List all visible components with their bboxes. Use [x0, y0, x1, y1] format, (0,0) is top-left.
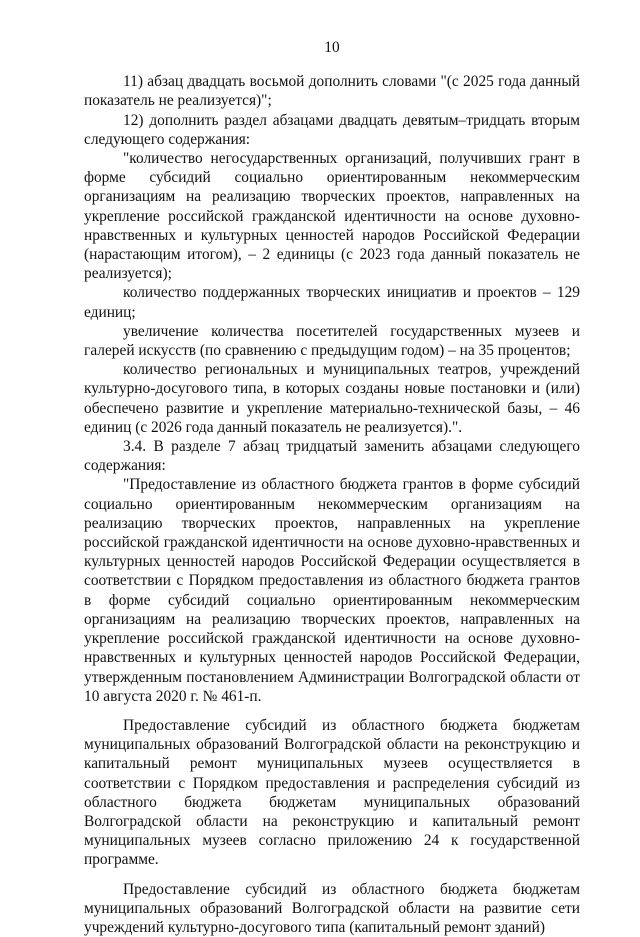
paragraph-grants-count: "количество негосударственных организаций, получивших грант в форме субсидий социально ориентированным некоммерческим организациям на реализацию творческих проектов, направленных на укрепление российской гражданской идентичности на основе духовно-нравственных и культурных ценностей народов Российской Федерации (нарастающим итогом), – 2 единицы (с 2023 года данный показатель не реализуется); — [84, 150, 580, 283]
paragraph-grants-provision: "Предоставление из областного бюджета грантов в форме субсидий социально ориентированным некоммерческим организациям на реализацию творческих проектов, направленных на укрепление российской гражданской идентичности на основе духовно-нравственных и культурных ценностей народов Российской Федерации осуществляется в соответствии с Порядком предоставления из областного бюджета грантов в форме субсидий социально ориентированным некоммерческим организациям на реализацию творческих проектов, направленных на укрепление российской гражданской идентичности на основе духовно-нравственных и культурных ценностей народов Российской Федерации, утвержденным постановлением Администрации Волгоградской области от 10 августа 2020 г. № 461-п. — [84, 476, 580, 705]
paragraph-amend-item-12: 12) дополнить раздел абзацами двадцать девятым–тридцать вторым следующего содержания: — [84, 111, 580, 148]
paragraph-initiatives-count: количество поддержанных творческих инициатив и проектов – 129 единиц; — [84, 284, 580, 321]
paragraph-museum-visitors: увеличение количества посетителей государственных музеев и галерей искусств (по сравнению с предыдущим годом) – на 35 процентов; — [84, 322, 580, 360]
document-page — [84, 38, 580, 937]
paragraph-amend-item-11: 11) абзац двадцать восьмой дополнить словами "(с 2025 года данный показатель не реализуется)"; — [84, 73, 580, 110]
paragraph-museum-subsidies: Предоставление субсидий из областного бюджета бюджетам муниципальных образований Волгоградской области на реконструкцию и капитальный ремонт муниципальных музеев осуществляется в соответствии с Порядком предоставления и распределения субсидий из областного бюджета бюджетам муниципальных образований Волгоградской области на реконструкцию и капитальный ремонт муниципальных музеев согласно приложению 24 к государственной программе. — [84, 716, 580, 869]
paragraph-theatres-count: количество региональных и муниципальных театров, учреждений культурно-досугового типа, в которых созданы новые постановки и (или) обеспечено развитие и укрепление материально-технической базы, – 46 единиц (с 2026 года данный показатель не реализуется).". — [84, 361, 580, 436]
paragraph-cultural-network-subsidies: Предоставление субсидий из областного бюджета бюджетам муниципальных образований Волгоградской области на развитие сети учреждений культурно-досугового типа (капитальный ремонт зданий) — [84, 880, 580, 936]
page-number: 10 — [324, 39, 340, 56]
paragraph-section-7-amendment: 3.4. В разделе 7 абзац тридцатый заменить абзацами следующего содержания: — [84, 438, 580, 475]
